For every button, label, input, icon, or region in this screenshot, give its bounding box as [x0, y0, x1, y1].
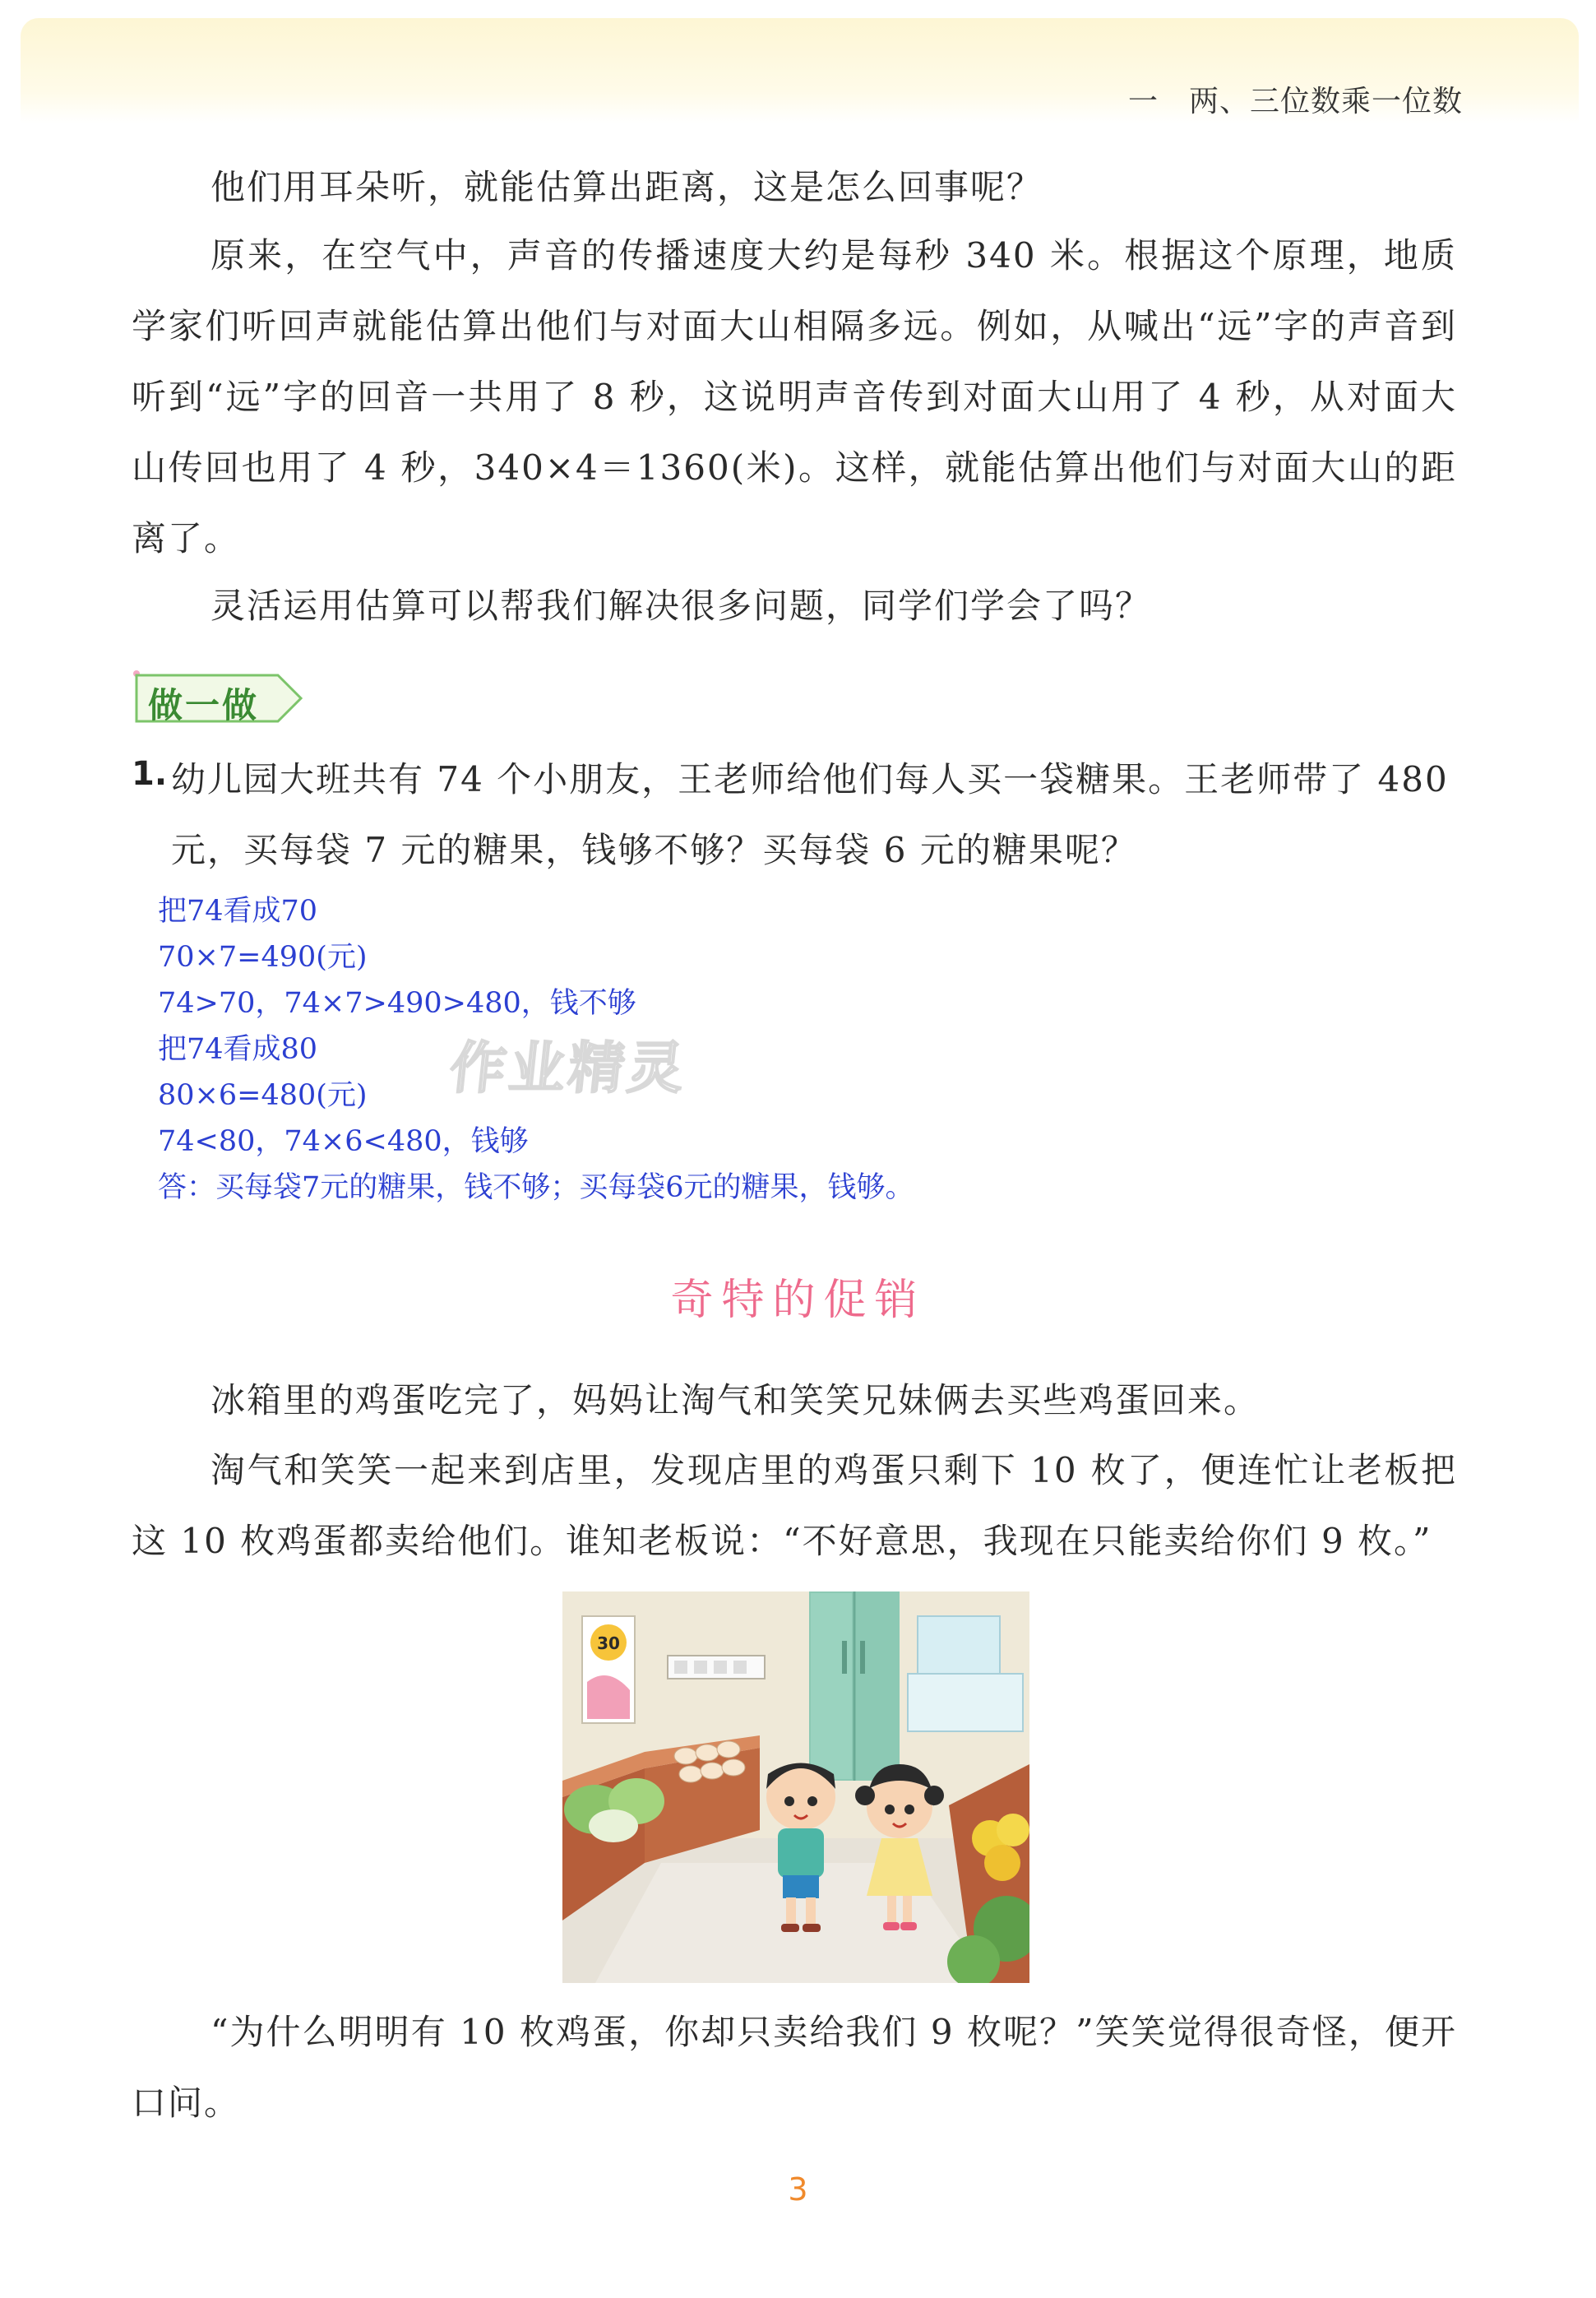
page-number: 3 [788, 2171, 808, 2208]
story1-paragraph-2: 原来，在空气中，声音的传播速度大约是每秒 340 米。根据这个原理，地质学家们听回声就能估算出他们与对面大山相隔多远。例如，从喊出“远”字的声音到听到“远”字的回音一共用了 8 秒，这说明声音传到对面大山用了 4 秒，从对面大山传回也用了 4 秒，340×4＝1360(米)。这样，就能估算出他们与对面大山的距离了。 [132, 235, 1457, 558]
answer-line: 74>70，74×7>490>480，钱不够 [158, 987, 636, 1020]
poster-price-text: 30 [597, 1633, 620, 1653]
answer-line: 把74看成80 [158, 1033, 318, 1066]
answer-line: 80×6=480(元) [158, 1079, 368, 1112]
answer-line: 把74看成70 [158, 895, 318, 928]
answer-line: 74<80，74×6<480，钱够 [158, 1125, 529, 1158]
story1-paragraph-1: 他们用耳朵听，就能估算出距离，这是怎么回事呢？ [210, 167, 1043, 207]
shop-illustration [562, 1591, 1029, 1983]
practice-tag-label: 做一做 [148, 685, 260, 725]
story2-paragraph-3: “为什么明明有 10 枚鸡蛋，你却只卖给我们 9 枚呢？”笑笑觉得很奇怪，便开口问。 [132, 2012, 1457, 2123]
story2-paragraph-1: 冰箱里的鸡蛋吃完了，妈妈让淘气和笑笑兄妹俩去买些鸡蛋回来。 [210, 1380, 1261, 1420]
handwritten-answer [158, 888, 1391, 1211]
answer-line: 答：买每袋7元的糖果，钱不够；买每袋6元的糖果，钱够。 [158, 1171, 914, 1204]
watermark: 作业精灵 [446, 1036, 691, 1101]
chapter-title: 一 两、三位数乘一位数 [1127, 85, 1463, 118]
story2-paragraph-2: 淘气和笑笑一起来到店里，发现店里的鸡蛋只剩下 10 枚了，便连忙让老板把这 10 枚鸡蛋都卖给他们。谁知老板说：“不好意思，我现在只能卖给你们 9 枚。” [132, 1450, 1457, 1561]
section-title: 奇特的促销 [670, 1276, 926, 1325]
shop-scene-image [562, 1591, 1029, 1983]
question-text: 幼儿园大班共有 74 个小朋友，王老师给他们每人买一袋糖果。王老师带了 480 元，买每袋 7 元的糖果，钱够不够？买每袋 6 元的糖果呢？ [171, 759, 1449, 870]
answer-line: 70×7=490(元) [158, 941, 368, 974]
story1-paragraph-3: 灵活运用估算可以帮我们解决很多问题，同学们学会了吗？ [210, 586, 1152, 626]
question-number: 1. [132, 755, 168, 793]
practice-tag [132, 669, 306, 728]
